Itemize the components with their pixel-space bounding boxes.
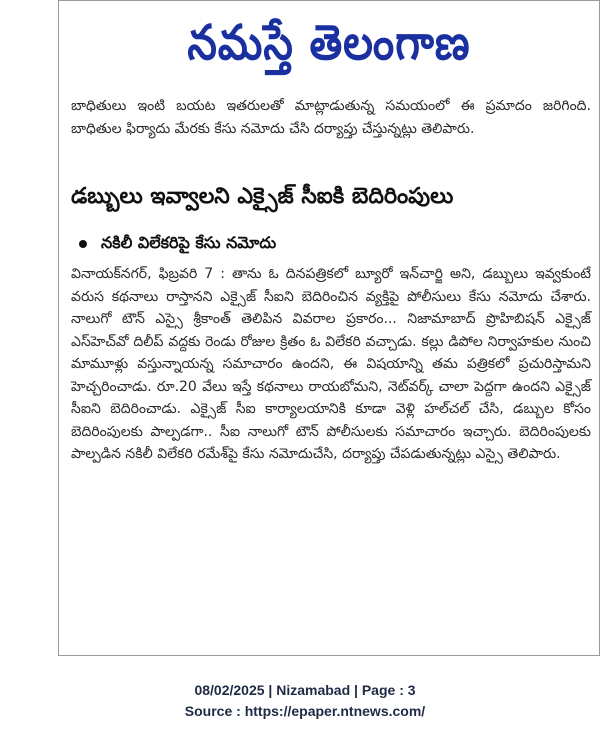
article-subheading xyxy=(79,231,579,255)
subheading-text: నకిలీ విలేకరిపై కేసు నమోదు xyxy=(101,233,277,252)
edition-info: 08/02/2025 | Nizamabad | Page : 3 xyxy=(194,682,416,698)
lead-paragraph: బాధితులు ఇంటి బయట ఇతరులతో మాట్లాడుతున్న సమయంలో ఈ ప్రమాదం జరిగింది. బాధితుల ఫిర్యాదు మేరకు కేసు నమోదు చేసి దర్యాప్తు చేస్తున్నట్లు తెలిపారు. xyxy=(71,98,591,137)
newspaper-masthead: నమస్తే తెలంగాణ xyxy=(187,14,471,71)
bullet-icon xyxy=(79,240,87,248)
article-body: వినాయక్‌నగర్, ఫిబ్రవరి 7 : తాను ఓ దినపత్రికలో బ్యూరో ఇన్‌చార్జి అని, డబ్బులు ఇవ్వకుంటే వరుస కథనాలు రాస్తానని ఎక్సైజ్ సీఐని బెదిరించిన వ్యక్తిపై పోలీసులు కేసు నమోదు చేశారు. నాలుగో టౌన్ ఎస్సై శ్రీకాంత్ తెలిపిన వివరాల ప్రకారం... నిజామాబాద్ ప్రొహిబిషన్ ఎక్సైజ్ ఎస్‌హెచ్‌వో దిలీప్ వద్దకు రెండు రోజుల క్రితం ఓ విలేకరి వచ్చాడు. కల్లు డిపోల నిర్వాహకుల నుంచి మామూళ్లు వస్తున్నాయన్న సమాచారం ఉందని, ఈ విషయాన్ని తమ పత్రికలో ప్రచురిస్తామని హెచ్చరించాడు. రూ.20 వేలు ఇస్తే కథనాలు రాయబోమని, నెట్‌వర్క్ చాలా పెద్దగా ఉందని ఎక్సైజ్ సీఐని బెదిరించాడు. ఎక్సైజ్ సీఐ కార్యాలయానికి కూడా వెళ్లి హల్‌చల్ చేసి, డబ్బుల కోసం బెదిరింపులకు పాల్పడగా.. సీఐ నాలుగో టౌన్ పోలీసులకు సమాచారం ఇచ్చారు. బెదిరింపులకు పాల్పడిన నకిలీ విలేకరి రమేశ్‌పై కేసు నమోదుచేసి, దర్యాప్తు చేపడుతున్నట్లు ఎస్సై తెలిపారు. xyxy=(71,266,591,462)
source-link[interactable]: Source : https://epaper.ntnews.com/ xyxy=(184,703,426,719)
article-headline: డబ్బులు ఇవ్వాలని ఎక్సైజ్ సీఐకి బెదిరింపులు xyxy=(71,184,454,209)
clipping-frame xyxy=(58,0,600,656)
